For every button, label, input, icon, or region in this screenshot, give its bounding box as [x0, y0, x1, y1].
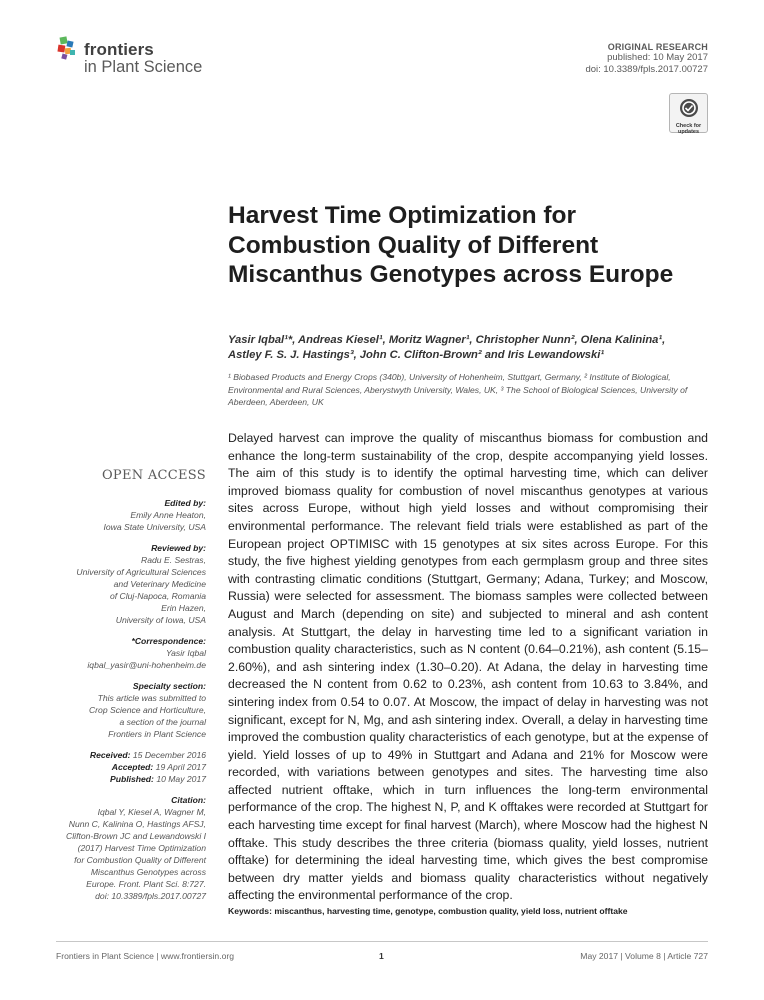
accepted-label: Accepted: — [111, 762, 154, 772]
specialty-line: a section of the journal — [119, 717, 206, 727]
affiliations: ¹ Biobased Products and Energy Crops (340b), University of Hohenheim, Stuttgart, Germany, ² Institute of Biological, Environmental and Rural Sciences, Aberystwyth University, Wales, UK, ³ The School of Biological Sciences, University of Aberdeen, Aberdeen, UK — [228, 372, 688, 407]
citation-line: doi: 10.3389/fpls.2017.00727 — [95, 891, 206, 901]
citation-info — [56, 806, 206, 902]
received-date — [56, 749, 206, 761]
correspondence-info — [56, 647, 206, 671]
article-title: Harvest Time Optimization for Combustion Quality of Different Miscanthus Genotypes across Europe — [228, 202, 674, 288]
article-type: ORIGINAL RESEARCH — [607, 42, 708, 52]
sidebar — [56, 470, 206, 902]
keywords-list: miscanthus, harvesting time, genotype, combustion quality, yield loss, nutrient offtake — [274, 906, 628, 916]
keywords-label: Keywords: — [228, 906, 272, 916]
reviewer-line: University of Agricultural Sciences — [76, 567, 206, 577]
reviewer-line: and Veterinary Medicine — [113, 579, 206, 589]
open-access-label: OPEN ACCESS — [101, 468, 206, 483]
footer-journal[interactable]: Frontiers in Plant Science | www.frontiersin.org — [56, 951, 234, 961]
citation-line: Nunn C, Kalinina O, Hastings AFSJ, — [68, 819, 206, 829]
reviewer-info — [56, 554, 206, 626]
editor-info — [56, 509, 206, 533]
footer-issue: May 2017 | Volume 8 | Article 727 — [580, 951, 708, 961]
published-value: 10 May 2017 — [156, 774, 206, 784]
footer-divider — [56, 941, 708, 942]
doi-link[interactable]: doi: 10.3389/fpls.2017.00727 — [585, 64, 708, 75]
received-value: 15 December 2016 — [132, 750, 206, 760]
editor-line: Iowa State University, USA — [103, 522, 206, 532]
editor-line: Emily Anne Heaton, — [130, 510, 206, 520]
abstract: Delayed harvest can improve the quality of miscanthus biomass for combustion and enhance the long-term sustainability of the crop, despite accompanying yield losses. The aim of this study is to identify the optimal harvesting time, which can deliver improved biomass quality for combustion of novel miscanthus genotypes at various sites across Europe, without high yield losses and without compromising their environmental performance. The relevant field trials were established as part of the European project OPTIMISC with 15 genotypes at six sites across Europe. For this study, the five highest yielding genotypes from each germplasm group and three sites with contrasting climatic conditions (Stuttgart, Germany; Adana, Turkey; and Moscow, Russia) were selected for assessment. The biomass samples were collected between August and March (depending on site) and subjected to mineral and ash content analysis. At Stuttgart, the delay in harvesting time led to a significant variation in combustion quality characteristics, such as N content (0.64–0.21%), ash content (5.15–2.60%), and ash sintering index (1.30–0.20). At Adana, the delay in harvesting time decreased the N content from 0.62 to 0.23%, ash content from 10.63 to 3.84%, and sintering index from 0.54 to 0.07. At Moscow, the impact of delay in harvesting was not significant, except for N, Mg, and ash sintering index. Overall, a delay in harvesting time improved the combustion quality characteristics of each genotype, but at the expense of yield. Yield losses of up to 49% in Stuttgart and Adana and 21% for Moscow were recorded, with variations between genotypes and sites. The harvesting time also affected nutrient offtake, which in turn influences the long-term environmental performance of the crop. The highest N, P, and K offtakes were recorded at Stuttgart for each harvesting time except for final harvest (March), where Moscow had the highest N offtake. This study describes the three criteria (biomass quality, yield losses, nutrient offtake) for determining the ideal harvesting time, which gives the best compromise between dry matter yields and biomass quality characteristics without negatively affecting the environmental performance of the crop. — [228, 431, 708, 903]
specialty-line: This article was submitted to — [97, 693, 206, 703]
specialty-info — [56, 692, 206, 740]
citation-line: Europe. Front. Plant Sci. 8:727. — [86, 879, 206, 889]
reviewer-line: of Cluj-Napoca, Romania — [109, 591, 206, 601]
citation-label: Citation: — [171, 795, 206, 805]
journal-name: in Plant Science — [84, 58, 203, 76]
author-line[interactable]: Yasir Iqbal¹*, Andreas Kiesel¹, Moritz Wagner¹, Christopher Nunn², Olena Kalinina¹, — [228, 334, 666, 346]
reviewer-line: University of Iowa, USA — [115, 615, 206, 625]
accepted-date — [56, 761, 206, 773]
frontiers-logo-icon — [56, 34, 82, 62]
check-updates-icon — [679, 98, 699, 118]
dates — [56, 749, 206, 785]
received-label: Received: — [89, 750, 131, 760]
specialty-line: Frontiers in Plant Science — [108, 729, 206, 739]
correspondence-label: *Correspondence: — [131, 636, 206, 646]
author-list — [228, 333, 708, 363]
citation-line: Miscanthus Genotypes across — [90, 867, 206, 877]
published-label: Published: — [109, 774, 154, 784]
keywords — [228, 906, 708, 917]
author-line[interactable]: Astley F. S. J. Hastings³, John C. Clifton-Brown² and Iris Lewandowski¹ — [228, 349, 605, 361]
correspondent-email[interactable]: iqbal_yasir@uni-hohenheim.de — [87, 660, 206, 670]
accepted-value: 19 April 2017 — [155, 762, 206, 772]
specialty-section-label: Specialty section: — [132, 681, 206, 691]
citation-line: (2017) Harvest Time Optimization — [77, 843, 206, 853]
article-meta — [585, 42, 708, 76]
reviewed-by-label: Reviewed by: — [151, 543, 206, 553]
published-date-side — [56, 773, 206, 785]
citation-line: Clifton-Brown JC and Lewandowski I — [66, 831, 206, 841]
page-number: 1 — [379, 951, 384, 961]
brand-name: frontiers — [84, 40, 154, 59]
specialty-line: Crop Science and Horticulture, — [88, 705, 206, 715]
citation-line: Iqbal Y, Kiesel A, Wagner M, — [97, 807, 206, 817]
correspondent-name: Yasir Iqbal — [166, 648, 206, 658]
check-for-updates-button[interactable] — [669, 93, 708, 133]
journal-logo[interactable] — [56, 34, 256, 78]
citation-line: for Combustion Quality of Different — [74, 855, 206, 865]
reviewer-line: Radu E. Sestras, — [141, 555, 206, 565]
reviewer-line: Erin Hazen, — [161, 603, 206, 613]
published-date: published: 10 May 2017 — [607, 52, 708, 63]
edited-by-label: Edited by: — [164, 498, 206, 508]
check-updates-label: Check for updates — [675, 123, 702, 135]
